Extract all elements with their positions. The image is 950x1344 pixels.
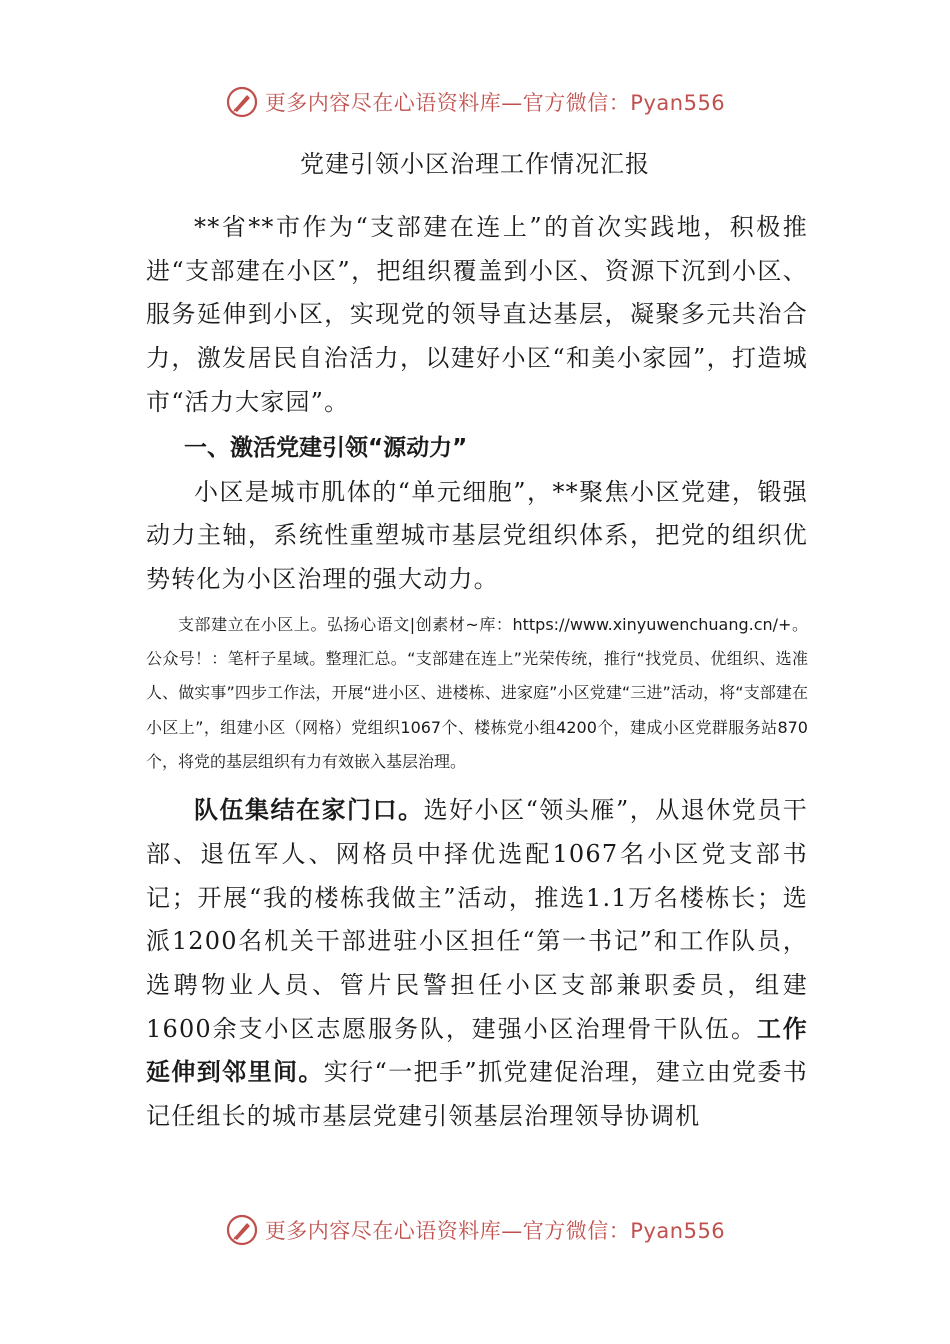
pen-circle-icon bbox=[225, 85, 259, 119]
small-print-paragraph: 支部建立在小区上。弘扬心语文|创素材~库：https://www.xinyuwenchuang.cn/+。公众号！：笔杆子星域。整理汇总。“支部建在连上”光荣传统，推行“找党员、优组织、选准人、做实事”四步工作法，开展“进小区、进楼栋、进家庭”小区党建“三进”活动，将“支部建在小区上”，组建小区（网格）党组织1067个、楼栋党小组4200个，建成小区党群服务站870个，将党的基层组织有力有效嵌入基层治理。 bbox=[146, 614, 808, 771]
section-heading: 一、激活党建引领“源动力” bbox=[184, 434, 468, 461]
team-paragraph bbox=[146, 789, 808, 1139]
work-text: 实行“一把手”抓党建促治理，建立由党委书记任组长的城市基层党建引领基层治理领导协调机 bbox=[146, 1058, 808, 1131]
watermark-text: 更多内容尽在心语资料库—官方微信：Pyan556 bbox=[264, 91, 726, 115]
bold-lead-team: 队伍集结在家门口。 bbox=[194, 796, 424, 825]
pen-circle-icon bbox=[225, 1213, 259, 1247]
section-intro-paragraph: 小区是城市肌体的“单元细胞”，**聚焦小区党建，锻强动力主轴，系统性重塑城市基层党组织体系，把党的组织优势转化为小区治理的强大动力。 bbox=[146, 477, 808, 593]
bold-lead-work: 工作延伸到邻里间。 bbox=[146, 1014, 808, 1087]
watermark-banner-top bbox=[0, 82, 950, 122]
intro-paragraph: **省**市作为“支部建在连上”的首次实践地，积极推进“支部建在小区”，把组织覆盖到小区、资源下沉到小区、服务延伸到小区，实现党的领导直达基层，凝聚多元共治合力，激发居民自治活力，以建好小区“和美小家园”，打造城市“活力大家园”。 bbox=[146, 213, 808, 416]
watermark-text: 更多内容尽在心语资料库—官方微信：Pyan556 bbox=[264, 1219, 726, 1243]
watermark-banner-bottom bbox=[0, 1210, 950, 1250]
team-text: 选好小区“领头雁”，从退休党员干部、退伍军人、网格员中择优选配1067名小区党支部书记；开展“我的楼栋我做主”活动，推选1.1万名楼栋长；选派1200名机关干部进驻小区担任“第一书记”和工作队员，选聘物业人员、管片民警担任小区支部兼职委员，组建1600余支小区志愿服务队，建强小区治理骨干队伍。 bbox=[146, 796, 808, 1043]
page-title: 党建引领小区治理工作情况汇报 bbox=[300, 150, 650, 178]
document-body bbox=[146, 206, 808, 1139]
